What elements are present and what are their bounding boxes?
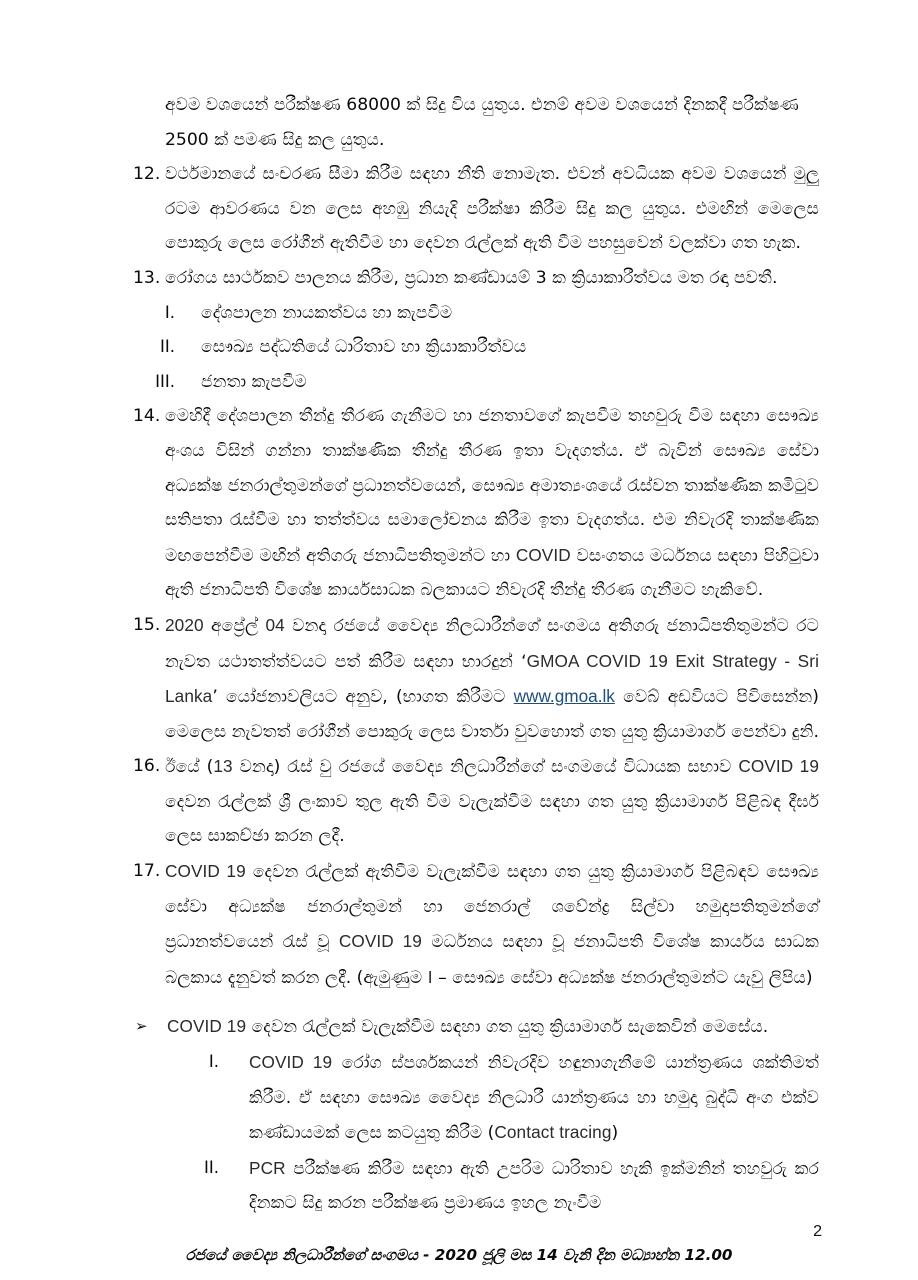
item15-text-c: ’ යෝජනාවලියට අනුව, (භාගත කිරීමට — [212, 687, 514, 708]
sublist-marker-13-ii: II. — [160, 337, 175, 357]
sublist-text-13-iii: ජනතා කැපවීම — [201, 371, 307, 392]
sublist-item-summary-ii — [133, 1151, 819, 1221]
item17-text-b: මර්ධනය සඳහා වූ ජනාධිපති විශේෂ කාර්යය සාධක බලකාය දැනුවත් කරන ලදී. (ඇමුණුම — [165, 932, 819, 988]
item14-text-a: මෙහිදී දේශපාලන තීන්දු තීරණ ගැනීමට හා ජනතාවගේ කැපවීම තහවුරු වීම සඳහා සෞඛ්‍ය අංශය විසින් ගන්නා තාක්ෂණික තීන්දු තීරණ ඉතා වැදගත්ය. ඒ බැවින් සෞඛ්‍ය සේවා අධ්‍යක්ෂ ජනරාල්තුමන්ගේ ප්‍රධානත්වයෙන්, සෞඛ්‍ය අමාත්‍යංශයේ රැස්වන තාක්ෂණික කමිටුව සතිපතා රැස්වීම හා තත්ත්වය සමාලෝචනය කිරීම ඉතා වැදගත්ය. එම නිවැරදි තාක්ෂණික මඟපෙන්වීම මඟින් අතිගරු ජනාධිපතිතුමන්ට හා — [165, 406, 820, 566]
sublist-text-13-i: දේශපාලන නායකත්වය හා කැපවීම — [201, 302, 453, 323]
item15-day: 04 — [265, 614, 285, 635]
item17-text-c: – සෞඛ්‍ය සේවා අධ්‍යක්ෂ ජනරාල්තුමන්ට යැවු ලිපිය) — [432, 967, 813, 988]
list-item-14 — [133, 399, 819, 608]
sublist-marker-summary-ii: II. — [204, 1157, 219, 1177]
sublist-item-13-iii — [133, 365, 819, 400]
list-item-17 — [133, 854, 819, 995]
list-item-13 — [133, 261, 819, 296]
item15-text-a: අප්‍රේල් — [203, 615, 266, 636]
item17-covid-label-2: COVID 19 — [338, 931, 422, 952]
sublist-ii-pcr-label: PCR — [249, 1157, 286, 1178]
sublist-marker-summary-i: I. — [208, 1052, 219, 1072]
sublist-marker-13-i: I. — [164, 302, 175, 322]
list-marker-17: 17. — [133, 861, 161, 882]
bullet-covid-label: COVID 19 — [167, 1016, 247, 1037]
sublist-marker-13-iii: III. — [155, 371, 175, 391]
list-item-16 — [133, 749, 819, 854]
item11-line1: අවම වශයෙන් පරීක්ෂණ 68000 ක් සිදු විය යුතුය. එනම් අවම වශයෙන් දිනකදී පරීක්ෂණ — [165, 95, 799, 115]
item16-text-b: වනදා) රැස් වු රජයේ වෛද්‍ය නිලධාරීන්ගේ සංගමයේ විධායක සභාව — [232, 757, 739, 778]
sublist-ii-text-a: පරීක්ෂණ කිරීම සඳහා ඇති උපරිම ධාරිතාව හැකි ඉක්මනින් තහවුරු කර දිනකට සිදු කරන පරීක්ෂණ ප්‍රමාණය ඉහල නැංවීම — [249, 1158, 819, 1214]
sublist-i-contact-tracing-label: Contact tracing — [494, 1122, 612, 1143]
list-text-16 — [165, 749, 819, 854]
item16-covid-label: COVID 19 — [738, 756, 819, 777]
item11-line2: 2500 ක් පමණ සිදු කල යුතුය. — [165, 129, 385, 150]
sublist-text-summary-ii — [249, 1151, 819, 1221]
item16-text-a: ඊයේ ( — [165, 757, 214, 778]
item14-text-b: වසංගතය මර්ධනය සඳහා පිහිටුවා ඇති ජනාධිපති විශේෂ කාර්යසාධක බලකායට නිවැරදි තීන්දු තීරණ ගැනීමට හැකිවේ. — [165, 545, 819, 601]
page-number: 2 — [813, 1223, 822, 1240]
list-text-15 — [165, 608, 819, 749]
sublist-i-text-b: ) — [611, 1123, 619, 1144]
item16-text-c: දෙවන රැල්ලක් ශ්‍රී ලංකාව තුල ඇති වීම වැලැක්වීම සඳහා ගත යුතු ක්‍රියාමාර්ග පිළිබඳ දීර්ඝ ලෙස සාකච්ඡා කරන ලදී. — [165, 791, 819, 847]
list-text-14 — [165, 399, 819, 608]
item15-text-b: වනදා රජයේ වෛද්‍ය නිලධාරීන්ගේ සංගමය අතිගරු ජනාධිපතිතුමන්ට රට නැවත යථාතත්ත්වයට පත් කිරීම සඳහා භාරදුන් ‘ — [165, 615, 819, 672]
sublist-text-13-ii: සෞඛ්‍ය පද්ධතියේ ධාරිතාව හා ක්‍රියාකාරීත්වය — [201, 337, 527, 358]
list-text-17 — [165, 854, 819, 995]
sublist-text-summary-i — [249, 1045, 819, 1151]
list-marker-14: 14. — [133, 406, 161, 427]
item14-covid-label: COVID — [515, 544, 571, 565]
sublist-item-summary-i — [133, 1045, 819, 1151]
list-marker-13: 13. — [133, 267, 161, 288]
item16-day: 13 — [213, 756, 233, 777]
sublist-i-text-a: රෝග ස්පර්ශකයන් නිවැරදිව හඳුනාගැනීමේ යාන්ත්‍රණය ශක්තිමත් කිරීම. ඒ සඳහා සෞඛ්‍ය වෛද්‍ය නිලධාරී යාන්ත්‍රණය හා හමුදා බුද්ධි අංග එක්ව කණ්ඩායමක් ලෙස කටයුතු කිරීම ( — [249, 1053, 819, 1144]
arrow-bullet-icon: ➢ — [135, 1017, 148, 1036]
list-item-15 — [133, 608, 819, 749]
item17-covid-label: COVID 19 — [165, 861, 246, 882]
bullet-text-summary — [167, 1009, 819, 1045]
list-text-12: වර්ථමානයේ සංචරණ සීමා කිරීම සඳහා නීති නොමැත. එවන් අවධියක අවම වශයෙන් මුලු රටම ආවරණය වන ලෙස අහඹු නියැදි පරීක්ෂා කිරීම සිදු කල යුතුය. එමඟින් මෙලෙස පොකුරු ලෙස රෝගීන් ඇතිවීම හා දෙවන රැල්ලක් ඇති වීම පහසුවෙන් වලක්වා ගත හැක. — [165, 164, 819, 254]
list-marker-15: 15. — [133, 614, 161, 635]
item15-text-d: වෙබ් අඩවියට පිවිසෙන්න) මෙලෙස නැවතත් රෝගීන් පොකුරු ලෙස වාර්තා වුවහොත් ගත යුතු ක්‍රියාමාර්ග පෙන්වා දුනි. — [165, 687, 819, 742]
list-text-13: රෝගය සාර්ථකව පාලනය කිරීම, ප්‍රධාන කණ්ඩායම් 3 ක ක්‍රියාකාරීත්වය මත රඳා පවතී. — [165, 267, 778, 288]
section-spacer — [133, 995, 819, 1009]
page-footer: රජයේ වෛද්‍ය නිලධාරීන්ගේ සංගමය - 2020 ජූලි මස 14 වැනි දින මධ්‍යාහ්න 12.00 — [185, 1246, 733, 1264]
list-marker-16: 16. — [133, 756, 161, 777]
document-body — [133, 88, 819, 1221]
item15-proposal-title: GMOA COVID 19 Exit Strategy - Sri Lanka — [165, 650, 819, 707]
sublist-item-13-i — [133, 296, 819, 331]
paragraph-item11-continued — [133, 88, 819, 157]
item15-year: 2020 — [165, 614, 204, 635]
bullet-item-summary — [133, 1009, 819, 1045]
gmoa-website-link[interactable]: www.gmoa.lk — [513, 686, 615, 707]
list-item-12 — [133, 157, 819, 261]
bullet-text: දෙවන රැල්ලක් වැලැක්වීම සඳහා ගත යුතු ක්‍රියාමාර්ග සැකෙවින් මෙසේය. — [246, 1017, 769, 1038]
sublist-item-13-ii — [133, 330, 819, 365]
list-marker-12: 12. — [133, 164, 161, 185]
sublist-i-covid-label: COVID 19 — [249, 1052, 333, 1073]
item17-text-a: දෙවන රැල්ලක් ඇතිවීම වැලැක්වීම සඳහා ගත යුතු ක්‍රියාමාර්ග පිළිබඳව සෞඛ්‍ය සේවා අධ්‍යක්ෂ ජනරාල්තුමන් හා ජෙනරාල් ශවේන්ද්‍ර සිල්වා හමුදාපතිතුමන්ගේ ප්‍රධානත්වයෙන් රැස් වූ — [165, 862, 819, 953]
item17-annex-number: I — [427, 966, 433, 987]
